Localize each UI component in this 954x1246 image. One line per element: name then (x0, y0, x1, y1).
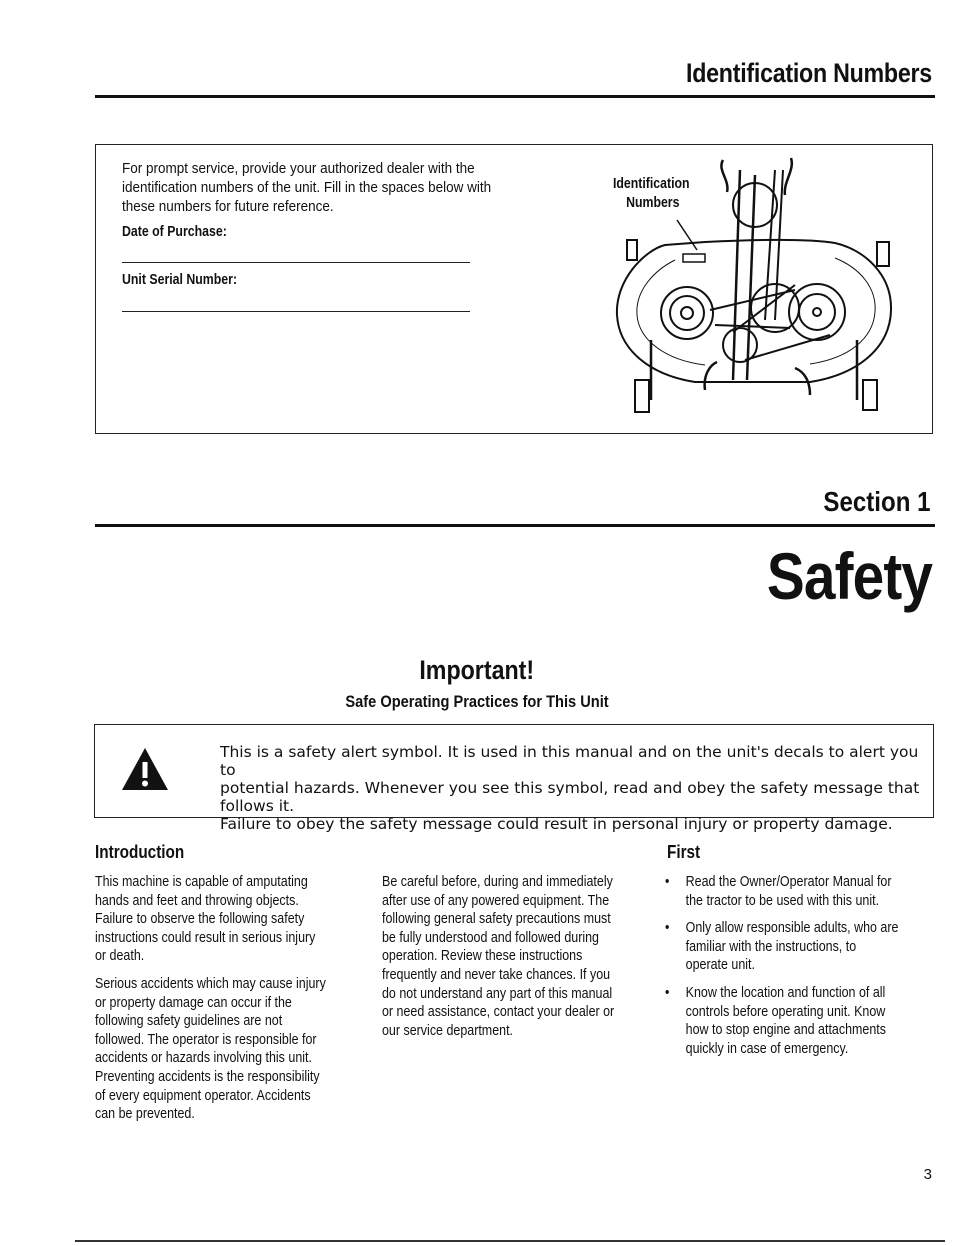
page-header-title: Identification Numbers (686, 58, 932, 88)
important-subheading: Safe Operating Practices for This Unit (345, 692, 609, 711)
section-title: Safety (766, 539, 932, 613)
first-list (665, 873, 936, 1067)
first-list-item: • Only allow responsible adults, who are familiar with the instructions, to operate unit. (665, 920, 899, 974)
id-intro-line: For prompt service, provide your authorized dealer with the (122, 160, 475, 177)
first-heading: First (667, 842, 701, 862)
date-of-purchase-label: Date of Purchase: (122, 224, 227, 240)
date-of-purchase-field[interactable] (122, 262, 470, 263)
page-number: 3 (923, 1166, 932, 1183)
id-intro-line: these numbers for future reference. (122, 198, 334, 215)
safety-alert-icon (120, 746, 170, 792)
bullet-icon: • (665, 984, 670, 1001)
bullet-icon: • (665, 920, 670, 937)
first-list-item: • Read the Owner/Operator Manual for the tractor to be used with this unit. (665, 874, 892, 909)
introduction-paragraph: This machine is capable of amputating hands and feet and throwing objects. Failure to observe the following safety instructions could result in serious injury or death. (95, 874, 316, 965)
header-rule (95, 95, 935, 98)
alert-line: Failure to obey the safety message could result in personal injury or property damage. (220, 815, 893, 833)
introduction-heading: Introduction (95, 842, 185, 862)
section-rule (95, 524, 935, 527)
alert-line: This is a safety alert symbol. It is used in this manual and on the unit's decals to alert you to (220, 743, 919, 779)
precautions-text: Be careful before, during and immediately after use of any powered equipment. The following general safety precautions must be fully understood and followed during operation. Review these instructions frequently and never take chances. If you do not understand any part of this manual or need assistance, contact your dealer or our service department. (382, 874, 615, 1039)
serial-number-field[interactable] (122, 311, 470, 312)
introduction-paragraph: Serious accidents which may cause injury or property damage can occur if the following safety guidelines are not followed. The operator is responsible for accidents or hazards involving this unit. Preventing accidents is the responsibility of every equipment operator. Accidents can be prevented. (95, 975, 326, 1123)
important-heading: Important! (419, 655, 535, 685)
mower-deck-diagram (605, 150, 905, 420)
bullet-icon: • (665, 874, 670, 890)
id-intro-text (122, 159, 532, 216)
serial-number-label: Unit Serial Number: (122, 272, 238, 288)
first-list-item: • Know the location and function of all controls before operating unit. Know how to stop engine and attachments quickly in case of emergency. (665, 984, 886, 1057)
diagram-label-line: Identification (613, 175, 690, 192)
alert-line: potential hazards. Whenever you see this symbol, read and obey the safety message that follows it. (220, 779, 920, 815)
footer-rule (75, 1240, 945, 1242)
diagram-label-line: Numbers (626, 194, 680, 211)
safety-alert-text (220, 743, 930, 833)
id-intro-line: identification numbers of the unit. Fill in the spaces below with (122, 179, 492, 196)
section-label: Section 1 (822, 486, 930, 517)
introduction-text (95, 873, 363, 1133)
